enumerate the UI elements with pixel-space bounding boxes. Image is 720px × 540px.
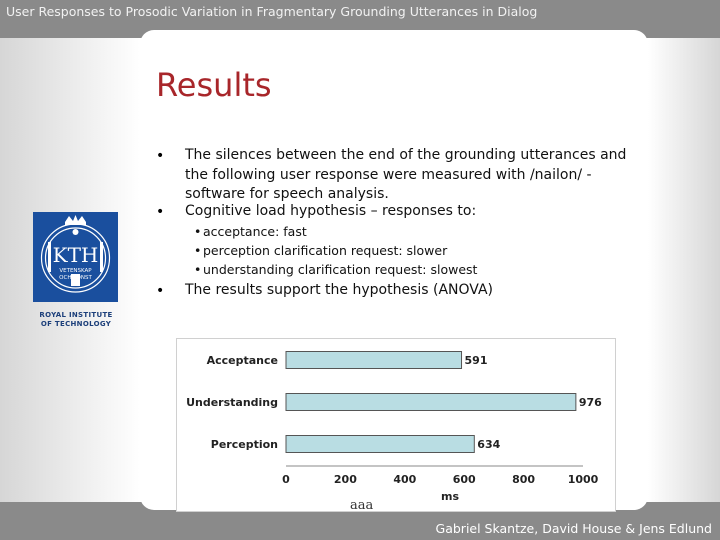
x-axis-label: ms [440,490,460,503]
presentation-title: User Responses to Prosodic Variation in Fragmentary Grounding Utterances in Dialog [6,4,538,19]
bullet-text-2: Cognitive load hypothesis – responses to: [185,203,477,219]
bullet-text-3: The results support the hypothesis (ANOVA) [185,282,493,298]
bullet-text-1: The silences between the end of the grounding utterances and the following user response were measured with /nailon/ - software for speech analysis. [185,147,627,202]
slide-title: Results [156,66,272,104]
data-label: 976 [578,396,602,409]
right-gradient-panel [648,38,720,502]
data-label: 634 [477,438,501,451]
svg-text:OCH KONST: OCH KONST [59,275,92,281]
svg-text:VETENSKAP: VETENSKAP [59,268,92,274]
sub-bullet-2: • perception clarification request: slower [194,243,448,258]
sub-bullet-1: • acceptance: fast [194,224,307,239]
tick-label: 600 [452,473,476,486]
bullet-marker: • [156,283,165,299]
sub-bullet-3: • understanding clarification request: slowest [194,262,478,277]
tick-label: 1000 [567,473,599,486]
handwritten-annotation: aaa [350,498,374,513]
footer-credit: Gabriel Skantze, David House & Jens Edlund [435,521,712,536]
bar [286,394,576,411]
kth-logo [33,212,118,302]
bar [286,436,474,453]
category-label: Understanding [186,396,278,409]
svg-text:KTH: KTH [52,243,99,267]
tick-label: 0 [282,473,290,486]
tick-label: 400 [393,473,417,486]
bar [286,352,462,369]
category-label: Perception [210,438,278,451]
bar-chart [176,338,614,510]
kth-crest-icon [33,212,118,302]
bullet-marker: • [156,148,165,164]
category-label: Acceptance [206,354,278,367]
tick-label: 800 [512,473,536,486]
tick-label: 200 [333,473,357,486]
logo-caption: ROYAL INSTITUTE OF TECHNOLOGY [39,311,113,328]
bullet-marker: • [156,204,165,220]
data-label: 591 [464,354,488,367]
